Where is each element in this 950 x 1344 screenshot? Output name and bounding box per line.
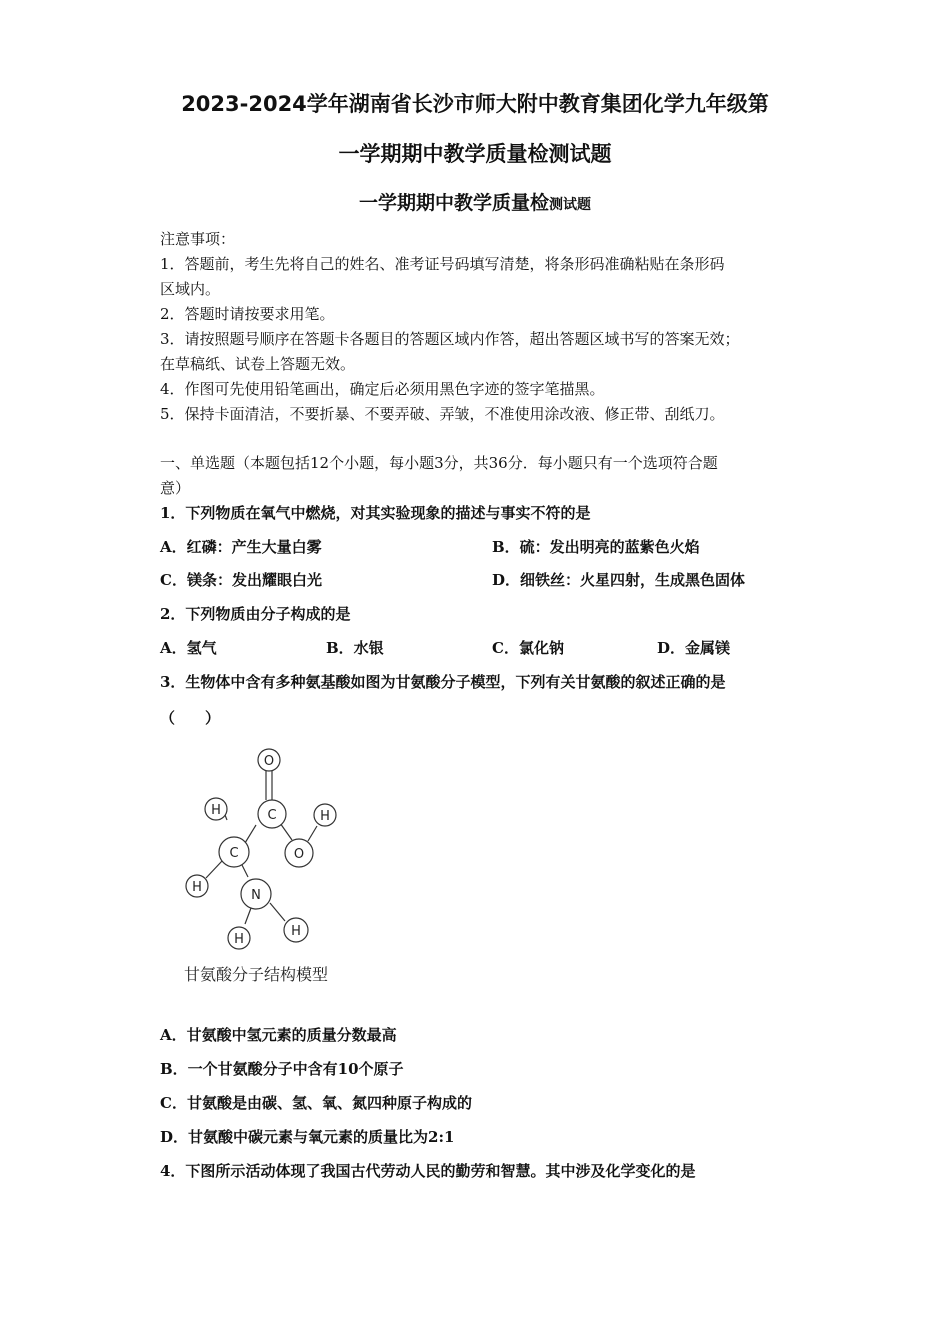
question-3-option-c: C．甘氨酸是由碳、氢、氧、氮四种原子构成的: [160, 1094, 472, 1112]
question-3-stem: 3．生物体中含有多种氨基酸如图为甘氨酸分子模型，下列有关甘氨酸的叙述正确的是: [160, 673, 726, 691]
question-1-option-c: C．镁条：发出耀眼白光: [160, 571, 322, 589]
document-subtitle: [0, 188, 950, 215]
question-1-stem: 1．下列物质在氧气中燃烧，对其实验现象的描述与事实不符的是: [160, 504, 591, 522]
notice-item: 区域内。: [160, 280, 221, 298]
question-1-option-b: B．硫：发出明亮的蓝紫色火焰: [492, 538, 700, 556]
section-heading-cont: 意）: [160, 479, 191, 497]
glycine-molecule-figure: [170, 740, 370, 960]
atom-label-h: H: [320, 809, 330, 824]
subtitle-main: 一学期期中教学质量检: [358, 192, 549, 214]
bond-line: [245, 908, 251, 924]
notice-item: 4．作图可先使用铅笔画出，确定后必须用黑色字迹的签字笔描黑。: [160, 380, 605, 398]
bond-line: [242, 865, 248, 877]
question-1-option-d: D．细铁丝：火星四射，生成黑色固体: [492, 571, 746, 589]
question-2-option-b: B．水银: [326, 639, 384, 657]
document-title-line1: 2023-2024学年湖南省长沙市师大附中教育集团化学九年级第: [181, 92, 769, 116]
bond-line: [280, 823, 292, 840]
atom-label-o: O: [263, 754, 275, 769]
atom-label-h: H: [192, 880, 202, 895]
notice-item: 2．答题时请按要求用笔。: [160, 305, 335, 323]
atom-label-n: N: [251, 888, 261, 903]
document-title-line2: 一学期期中教学质量检测试题: [338, 142, 612, 166]
atom-label-h: H: [234, 932, 244, 947]
notice-item: 在草稿纸、试卷上答题无效。: [160, 355, 356, 373]
bond-line: [270, 903, 285, 921]
figure-caption: 甘氨酸分子结构模型: [184, 965, 329, 984]
question-2-option-c: C．氯化钠: [492, 639, 564, 657]
bond-line: [308, 826, 317, 841]
section-heading: 一、单选题（本题包括12个小题，每小题3分，共36分．每小题只有一个选项符合题: [160, 454, 718, 472]
notice-item: 1．答题前，考生先将自己的姓名、准考证号码填写清楚，将条形码准确粘贴在条形码: [160, 255, 725, 273]
atom-label-c: C: [267, 808, 277, 823]
atom-label-h: H: [291, 924, 301, 939]
atom-label-c: C: [229, 846, 239, 861]
notice-item: 3．请按照题号顺序在答题卡各题目的答题区域内作答，超出答题区域书写的答案无效；: [160, 330, 740, 348]
question-2-option-d: D．金属镁: [657, 639, 731, 657]
notice-item: 5．保持卡面清洁，不要折暴、不要弄破、弄皱，不准使用涂改液、修正带、刮纸刀。: [160, 405, 725, 423]
question-2-stem: 2．下列物质由分子构成的是: [160, 605, 351, 623]
question-3-option-b: B．一个甘氨酸分子中含有10个原子: [160, 1060, 404, 1078]
bond-line: [206, 861, 222, 878]
question-1-option-a: A．红磷：产生大量白雾: [160, 538, 322, 556]
subtitle-suffix: 测试题: [549, 197, 591, 213]
atom-label-h: H: [211, 803, 221, 818]
atoms: [186, 749, 336, 949]
question-3-option-a: A．甘氨酸中氢元素的质量分数最高: [160, 1026, 397, 1044]
question-3-option-d: D．甘氨酸中碳元素与氧元素的质量比为2:1: [160, 1128, 455, 1146]
notice-heading: 注意事项：: [160, 230, 236, 248]
glycine-molecule-diagram: [170, 740, 370, 960]
question-3-answer-paren: （ ）: [160, 709, 221, 727]
atom-label-o: O: [293, 847, 305, 862]
bond-line: [245, 825, 256, 843]
question-4-stem: 4．下图所示活动体现了我国古代劳动人民的勤劳和智慧。其中涉及化学变化的是: [160, 1162, 696, 1180]
question-2-option-a: A．氢气: [160, 639, 217, 657]
